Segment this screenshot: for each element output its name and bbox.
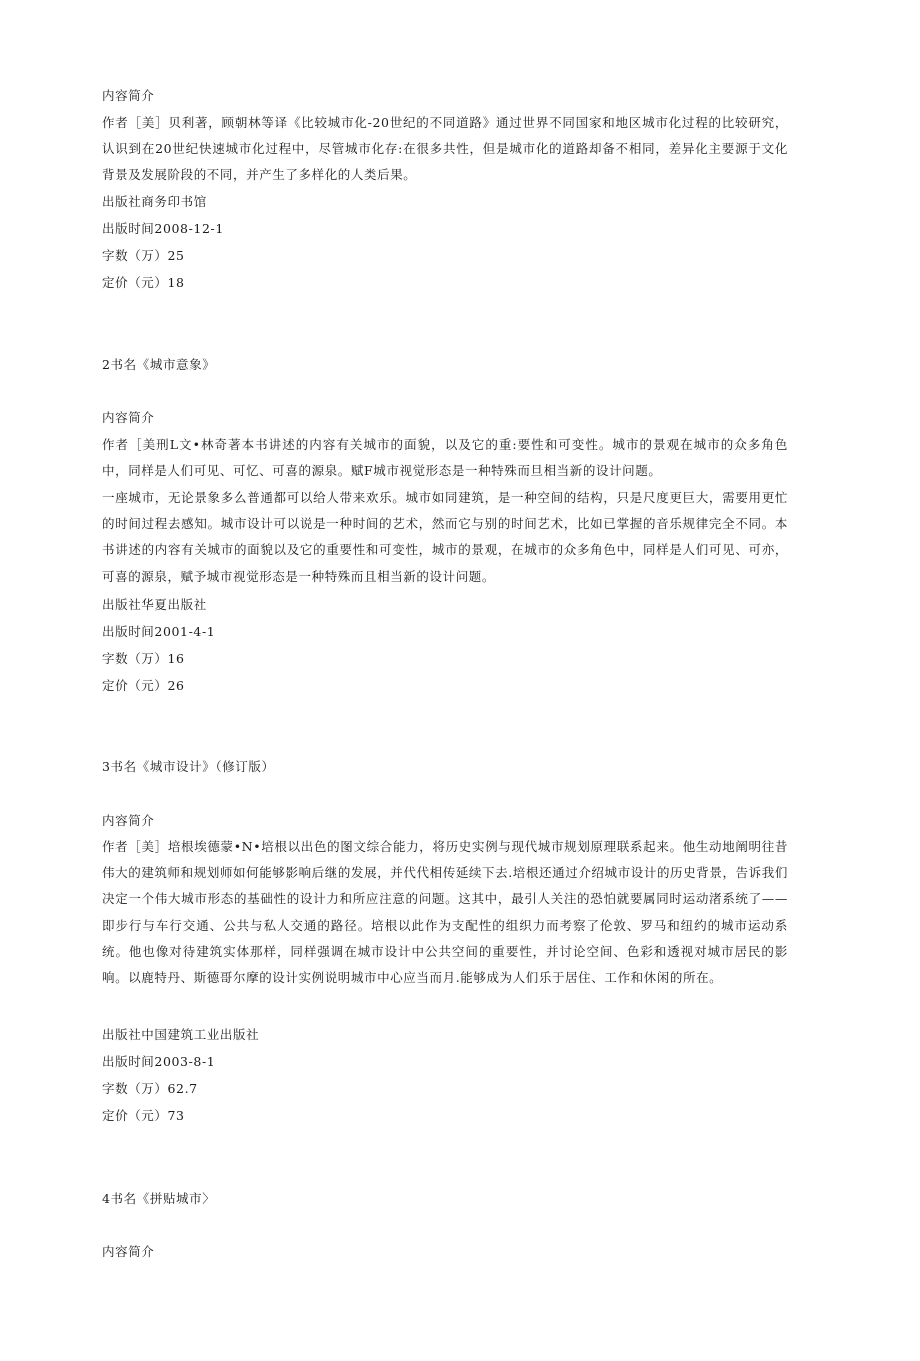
book-title: 4书名《拼贴城市〉: [102, 1191, 216, 1206]
publisher: 出版社中国建筑工业出版社: [102, 1027, 260, 1042]
publication-date: 出版时间2001-4-1: [102, 624, 216, 639]
word-count: 字数（万）62.7: [102, 1081, 198, 1096]
publication-date: 出版时间2003-8-1: [102, 1054, 216, 1069]
book-description: 作者［美］培根埃德蒙•N•培根以出色的图文综合能力，将历史实例与现代城市规划原理联系起来。他生动地阐明往昔伟大的建筑师和规划师如何能够影响后继的发展，并代代相传延续下去.培根还通过介绍城市设计的历史背景，告诉我们决定一个伟大城市形态的基础性的设计力和所应注意的问题。这其中，最引人关注的恐怕就要属同时运动渚系统了——即步行与车行交通、公共与私人交通的路径。培根以此作为支配性的组织力而考察了伦敦、罗马和纽约的城市运动系统。他也像对待建筑实体那样，同样强调在城市设计中公共空间的重要性，并讨论空间、色彩和透视对城市居民的影响。以鹿特丹、斯德哥尔摩的设计实例说明城市中心应当而月.能够成为人们乐于居住、工作和休闲的所在。: [102, 839, 788, 986]
price: 定价（元）26: [102, 678, 185, 693]
price: 定价（元）18: [102, 275, 185, 290]
publisher: 出版社华夏出版社: [102, 597, 207, 612]
word-count: 字数（万）25: [102, 248, 185, 263]
summary-label: 内容简介: [102, 88, 155, 103]
publisher: 出版社商务印书馆: [102, 194, 207, 209]
summary-label: 内容简介: [102, 410, 155, 425]
publication-date: 出版时间2008-12-1: [102, 221, 224, 236]
book-title: 2书名《城市意象》: [102, 357, 216, 372]
book-description: 作者［美刑L文•林奇著本书讲述的内容有关城市的面貌，以及它的重:要性和可变性。城市的景观在城市的众多角色中，同样是人们可见、可忆、可喜的源泉。赋F城市视觉形态是一种特殊而旦相当新的设计问题。: [102, 437, 788, 479]
book-description-continued: 一座城市，无论景象多么普通都可以给人带来欢乐。城市如同建筑，是一种空间的结构，只是尺度更巨大，需要用更忙的时间过程去感知。城市设计可以说是一种时间的艺术，然而它与别的时间艺术，比如已掌握的音乐规律完全不同。本书讲述的内容有关城市的面貌以及它的重要性和可变性，城市的景观，在城市的众多角色中，同样是人们可见、可亦，可喜的源泉，赋予城市视觉形态是一种特殊而且相当新的设计问题。: [102, 490, 788, 584]
word-count: 字数（万）16: [102, 651, 185, 666]
price: 定价（元）73: [102, 1108, 185, 1123]
summary-label: 内容简介: [102, 1244, 155, 1259]
summary-label: 内容简介: [102, 813, 155, 828]
book-title: 3书名《城市设计》（修订版）: [102, 759, 275, 774]
book-description: 作者［美］贝利著，顾朝林等译《比较城市化-20世纪的不同道路》通过世界不同国家和地区城市化过程的比较研究，认识到在20世纪快速城市化过程中，尽管城市化存:在很多共性，但是城市化的道路却备不相同，差异化主要源于文化背景及发展阶段的不同，并产生了多样化的人类后果。: [102, 115, 788, 183]
